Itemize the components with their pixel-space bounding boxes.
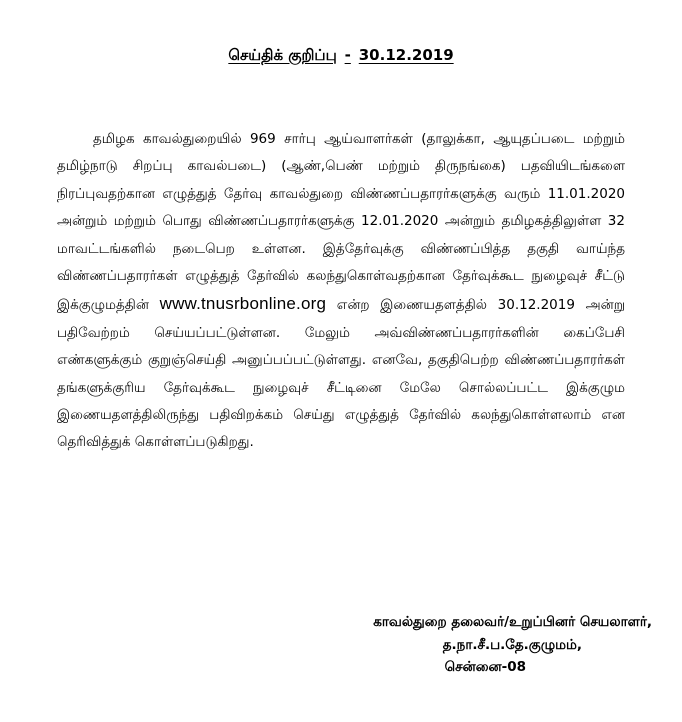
signatory-organisation: த.நா.சீ.ப.தே.குழுமம்,: [442, 636, 582, 653]
website-link[interactable]: www.tnusrbonline.org: [159, 294, 327, 314]
press-release-heading: [0, 46, 682, 66]
heading-separator: -: [344, 46, 351, 64]
heading-text: செய்திக் குறிப்பு: [228, 46, 337, 64]
signature-block: [0, 611, 652, 679]
signatory-designation: காவல்துறை தலைவர்/உறுப்பினர் செயலாளர்,: [373, 614, 652, 630]
announcement-body: [57, 126, 625, 457]
announcement-text-part2: என்ற இணையதளத்தில் 30.12.2019 அன்று பதிவேற்றம் செய்யப்பட்டுள்ளன. மேலும் அவ்விண்ணப்பதாரர்களின் கைப்பேசி எண்களுக்கும் குறுஞ்செய்தி அனுப்பப்பட்டுள்ளது. எனவே, தகுதிபெற்ற விண்ணப்பதாரர்கள் தங்களுக்குரிய தேர்வுக்கூட நுழைவுச் சீட்டினை மேலே சொல்லப்பட்ட இக்குழும இணையதளத்திலிருந்து பதிவிறக்கம் செய்து எழுத்துத் தேர்வில் கலந்துகொள்ளலாம் என தெரிவித்துக் கொள்ளப்படுகிறது.: [57, 297, 625, 451]
announcement-text-part1: தமிழக காவல்துறையில் 969 சார்பு ஆய்வாளர்கள் (தாலுக்கா, ஆயுதப்படை மற்றும் தமிழ்நாடு சிறப்பு காவல்படை) (ஆண்,பெண் மற்றும் திருநங்கை) பதவியிடங்களை நிரப்புவதற்கான எழுத்துத் தேர்வு காவல்துறை விண்ணப்பதாரர்களுக்கு வரும் 11.01.2020 அன்றும் மற்றும் பொது விண்ணப்பதாரர்களுக்கு 12.01.2020 அன்றும் தமிழகத்திலுள்ள 32 மாவட்டங்களில் நடைபெற உள்ளன. இத்தேர்வுக்கு விண்ணப்பித்த தகுதி வாய்ந்த விண்ணப்பதாரர்கள் எழுத்துத் தேர்வில் கலந்துகொள்வதற்கான தேர்வுக்கூட நுழைவுச் சீட்டு இக்குழுமத்தின்: [57, 131, 625, 314]
signatory-location: சென்னை-08: [444, 659, 526, 675]
heading-date: 30.12.2019: [358, 46, 454, 64]
